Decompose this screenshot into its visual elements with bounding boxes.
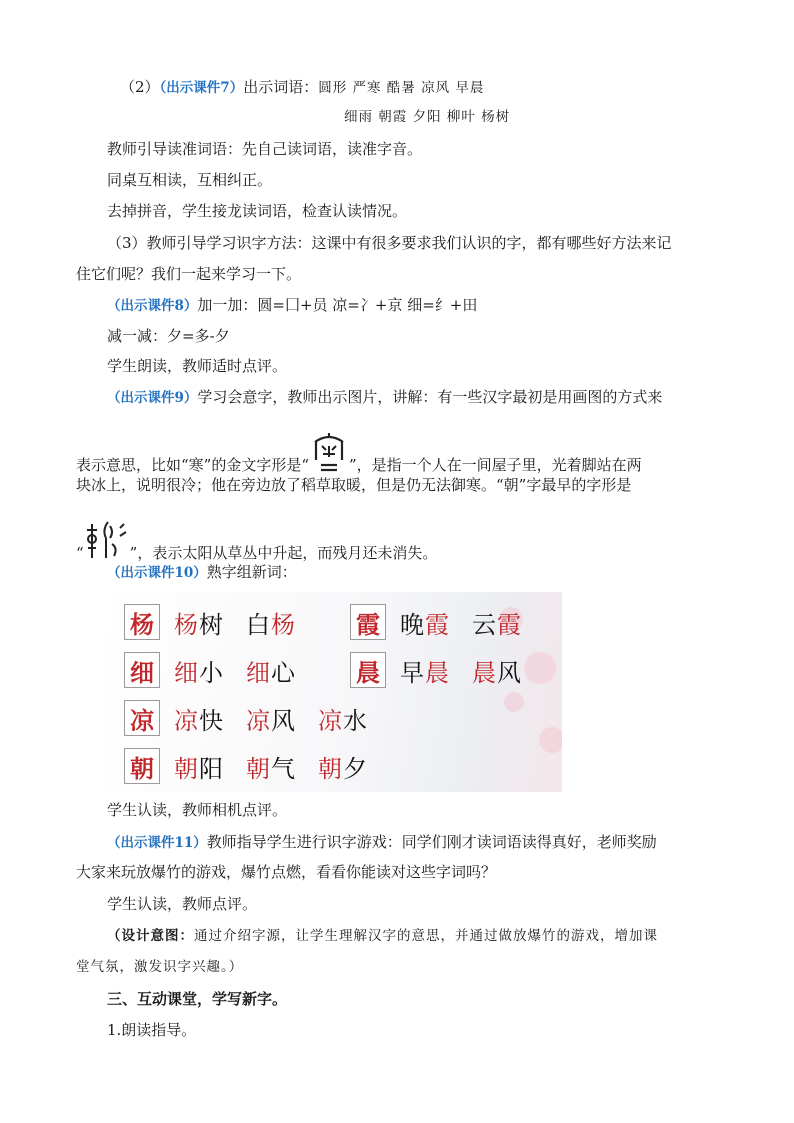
para-2 — [120, 77, 484, 98]
word-char: 霞 — [425, 610, 450, 639]
para-10 — [107, 562, 297, 583]
paragraph: 学生朗读，教师适时点评。 — [107, 357, 288, 375]
word-char: 风 — [271, 706, 296, 735]
para-12 — [107, 832, 657, 853]
paragraph: 块冰上，说明很冷；他在旁边放了稻草取暖，但是仍无法御寒。“朝”字最早的字形是 — [76, 476, 632, 494]
paragraph: 住它们呢？我们一起来学习一下。 — [76, 265, 302, 283]
word-char: 阳 — [199, 754, 224, 783]
word-char: 朝 — [174, 754, 199, 783]
word-char: 心 — [271, 658, 296, 687]
para-9b-a: 表示意思，比如“寒”的金文字形是“ — [76, 456, 310, 474]
para-9 — [107, 387, 662, 408]
word-char: 云 — [472, 610, 497, 639]
section-heading: 三、互动课堂，学写新字。 — [107, 990, 288, 1008]
word-char: 晚 — [400, 610, 425, 639]
word-char: 霞 — [497, 610, 522, 639]
para-12-text: 教师指导学生进行识字游戏：同学们刚才读词语读得真好，老师奖励 — [206, 833, 657, 851]
word-card-row — [124, 652, 318, 688]
word-card-row — [350, 604, 544, 640]
word-char: 夕 — [343, 754, 368, 783]
design-intent-cont: 堂气氛，激发识字兴趣。） — [76, 959, 244, 975]
blossom-decoration — [504, 692, 524, 712]
word-char: 小 — [199, 658, 224, 687]
char-box: 细 — [124, 652, 160, 688]
word-card-row — [124, 748, 390, 784]
para-9d-a: “ — [76, 544, 84, 562]
compound-word — [246, 749, 296, 784]
char-box: 杨 — [124, 604, 160, 640]
word-char: 树 — [199, 610, 224, 639]
compound-word — [174, 749, 224, 784]
design-intent — [107, 926, 658, 946]
word-char: 凉 — [318, 706, 343, 735]
word-char: 朝 — [318, 754, 343, 783]
compound-word — [174, 653, 224, 688]
word-char: 早 — [400, 658, 425, 687]
compound-word — [400, 653, 450, 688]
word-char: 气 — [271, 754, 296, 783]
compound-word — [246, 701, 296, 736]
blossom-decoration — [539, 727, 562, 753]
word-char: 杨 — [271, 610, 296, 639]
compound-word — [318, 701, 368, 736]
word-char: 朝 — [246, 754, 271, 783]
char-box: 凉 — [124, 700, 160, 736]
paragraph: 学生认读，教师点评。 — [107, 895, 258, 913]
para-9d-b: ”，表示太阳从草丛中升起，而残月还未消失。 — [129, 544, 438, 562]
para-add — [107, 295, 477, 316]
paragraph: 1.朗读指导。 — [107, 1021, 197, 1039]
compound-word — [318, 749, 368, 784]
courseware-tag-11: （出示课件11） — [107, 835, 207, 851]
word-char: 风 — [497, 658, 522, 687]
word-char: 凉 — [174, 706, 199, 735]
para-9-text: 学习会意字，教师出示图片，讲解：有一些汉字最初是用画图的方式来 — [197, 388, 663, 406]
paragraph: 学生认读，教师相机点评。 — [107, 801, 288, 819]
paragraph: （3）教师引导学习识字方法：这课中有很多要求我们认识的字，都有哪些好方法来记 — [107, 234, 672, 252]
word-char: 晨 — [425, 658, 450, 687]
char-box: 朝 — [124, 748, 160, 784]
para-2-prefix: （2） — [120, 78, 160, 96]
compound-word — [174, 701, 224, 736]
char-box: 晨 — [350, 652, 386, 688]
word-char: 晨 — [472, 658, 497, 687]
courseware-tag-7: （出示课件7） — [159, 80, 244, 96]
paragraph: 同桌互相读，互相纠正。 — [107, 171, 273, 189]
word-char: 快 — [199, 706, 224, 735]
paragraph: 去掉拼音，学生接龙读词语，检查认读情况。 — [107, 202, 408, 220]
para-9b-b: ”，是指一个人在一间屋子里，光着脚站在两 — [349, 456, 642, 474]
word-list-2: 细雨 朝霞 夕阳 柳叶 杨树 — [344, 109, 511, 125]
ancient-zhao-glyph-icon — [84, 518, 130, 562]
paragraph: 教师引导读准词语：先自己读词语，读准字音。 — [107, 140, 423, 158]
word-card-row — [124, 700, 390, 736]
word-char: 水 — [343, 706, 368, 735]
word-card-row — [350, 652, 544, 688]
char-box: 霞 — [350, 604, 386, 640]
compound-word — [174, 605, 224, 640]
para-add-text: 加一加：圆=囗+员 凉=冫+京 细=纟+田 — [197, 296, 478, 314]
compound-word — [472, 653, 522, 688]
para-2-text: 出示词语： — [243, 78, 319, 96]
word-char: 白 — [246, 610, 271, 639]
paragraph: 大家来玩放爆竹的游戏，爆竹点燃，看看你能读对这些字词吗？ — [76, 863, 497, 881]
word-card-image — [104, 592, 562, 792]
word-char: 凉 — [246, 706, 271, 735]
word-list-1: 圆形 严寒 酷暑 凉风 早晨 — [318, 80, 485, 96]
courseware-tag-10: （出示课件10） — [107, 565, 207, 581]
design-intent-text: 通过介绍字源，让学生理解汉字的意思，并通过做放爆竹的游戏，增加课 — [194, 928, 658, 944]
word-char: 细 — [246, 658, 271, 687]
word-card-row — [124, 604, 318, 640]
design-intent-label: （设计意图： — [107, 928, 194, 944]
paragraph: 减一减：夕=多-夕 — [107, 327, 230, 345]
ancient-han-glyph-icon — [309, 430, 349, 474]
para-10-text: 熟字组新词： — [206, 563, 297, 581]
compound-word — [472, 605, 522, 640]
compound-word — [246, 653, 296, 688]
courseware-tag-8: （出示课件8） — [107, 298, 198, 314]
compound-word — [400, 605, 450, 640]
word-char: 杨 — [174, 610, 199, 639]
compound-word — [246, 605, 296, 640]
word-char: 细 — [174, 658, 199, 687]
courseware-tag-9: （出示课件9） — [107, 390, 198, 406]
